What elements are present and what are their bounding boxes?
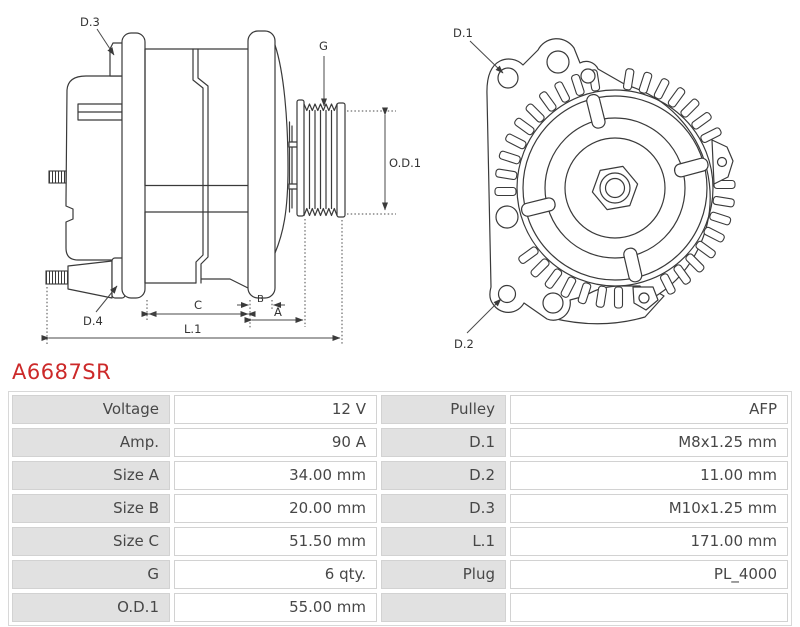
spec-label: Plug (381, 560, 506, 589)
front-bracket-bar (248, 31, 275, 298)
stator-block (145, 49, 248, 288)
small-hole (581, 69, 595, 83)
vent-slot (691, 111, 713, 130)
spec-value (510, 593, 788, 622)
mounting-lug (68, 261, 112, 298)
spec-value: 11.00 mm (510, 461, 788, 490)
spec-value: 55.00 mm (174, 593, 377, 622)
boss-hole (547, 51, 569, 73)
spec-value: 171.00 mm (510, 527, 788, 556)
spec-label: Amp. (12, 428, 170, 457)
label-d2: D.2 (454, 337, 474, 351)
mount-hole-d2 (499, 286, 516, 303)
spec-value: 6 qty. (174, 560, 377, 589)
vent-slot (638, 72, 652, 94)
vent-slot (713, 196, 735, 207)
spec-label: Size B (12, 494, 170, 523)
spec-value: M10x1.25 mm (510, 494, 788, 523)
pulley (297, 100, 345, 217)
vent-slot (495, 188, 516, 196)
label-a: A (274, 305, 282, 319)
side-view (46, 15, 421, 344)
vent-slot (695, 240, 717, 259)
vent-slot (700, 127, 722, 144)
spec-label: Pulley (381, 395, 506, 424)
spec-value: PL_4000 (510, 560, 788, 589)
vent-slot (709, 211, 731, 225)
label-c: C (194, 298, 203, 312)
spec-label (381, 593, 506, 622)
lower-stud (46, 271, 68, 284)
spec-value: 34.00 mm (174, 461, 377, 490)
spec-value: 12 V (174, 395, 377, 424)
label-g: G (319, 39, 328, 53)
spec-label: Size C (12, 527, 170, 556)
spec-value: 20.00 mm (174, 494, 377, 523)
flange-hole (496, 206, 518, 228)
part-number: A6687SR (12, 360, 112, 384)
spec-value: AFP (510, 395, 788, 424)
label-d1: D.1 (453, 26, 473, 40)
label-d3: D.3 (80, 15, 100, 29)
spec-label: Voltage (12, 395, 170, 424)
upper-stud (49, 171, 66, 183)
label-d4: D.4 (83, 314, 103, 328)
label-l1: L.1 (184, 322, 202, 336)
rear-bracket-bar (122, 33, 145, 298)
front-view (453, 26, 735, 351)
label-b: B (257, 294, 264, 305)
spec-label: D.1 (381, 428, 506, 457)
spec-label: O.D.1 (12, 593, 170, 622)
spec-table (8, 391, 792, 626)
vent-slot (703, 226, 725, 243)
spec-label: D.3 (381, 494, 506, 523)
pulley-ribs (310, 111, 332, 209)
label-od1: O.D.1 (389, 156, 422, 170)
vent-slot (653, 78, 670, 100)
spec-label: Size A (12, 461, 170, 490)
spec-value: M8x1.25 mm (510, 428, 788, 457)
spec-label: D.2 (381, 461, 506, 490)
bottom-boss-hole (543, 293, 563, 313)
spec-value: 51.50 mm (174, 527, 377, 556)
spec-label: L.1 (381, 527, 506, 556)
vent-slot (667, 87, 686, 109)
joint-line (193, 49, 203, 283)
terminal-block (110, 43, 122, 76)
drive-end-bell (275, 45, 288, 253)
vent-slot (615, 287, 623, 308)
side-lug-hole (718, 158, 727, 167)
spec-value: 90 A (174, 428, 377, 457)
spec-label: G (12, 560, 170, 589)
vent-slot (680, 98, 701, 119)
